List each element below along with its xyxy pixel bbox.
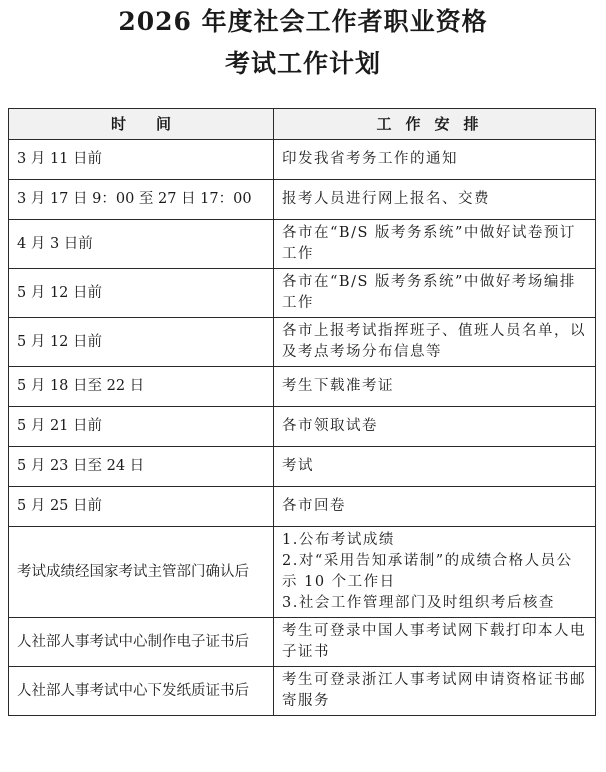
time-cell: 4 月 3 日前: [9, 220, 274, 269]
work-cell: 考生下载准考证: [274, 367, 596, 407]
schedule-table: [8, 108, 596, 716]
header-time: 时 间: [9, 109, 274, 140]
table-row: [9, 487, 596, 527]
document-title-line-1: 2026 年度社会工作者职业资格: [118, 7, 488, 36]
time-cell: 5 月 12 日前: [9, 318, 274, 367]
table-row: [9, 667, 596, 716]
table-row: [9, 447, 596, 487]
table-row: [9, 527, 596, 618]
table-row: [9, 140, 596, 180]
table-row: [9, 180, 596, 220]
time-cell: 5 月 18 日至 22 日: [9, 367, 274, 407]
work-cell: [274, 527, 596, 618]
time-cell: 5 月 23 日至 24 日: [9, 447, 274, 487]
work-cell: 考生可登录浙江人事考试网申请资格证书邮寄服务: [274, 667, 596, 716]
work-cell: 各市上报考试指挥班子、值班人员名单，以及考点考场分布信息等: [274, 318, 596, 367]
work-list-item: 1.公布考试成绩: [282, 532, 395, 548]
time-cell: 5 月 21 日前: [9, 407, 274, 447]
time-cell: 人社部人事考试中心下发纸质证书后: [9, 667, 274, 716]
time-cell: 人社部人事考试中心制作电子证书后: [9, 618, 274, 667]
table-row: [9, 318, 596, 367]
work-cell: 各市回卷: [274, 487, 596, 527]
work-cell: 考生可登录中国人事考试网下载打印本人电子证书: [274, 618, 596, 667]
table-row: [9, 220, 596, 269]
work-list-item: 2.对“采用告知承诺制”的成绩合格人员公示 10 个工作日: [282, 553, 573, 590]
time-cell: 5 月 25 日前: [9, 487, 274, 527]
table-header-row: [9, 109, 596, 140]
work-cell: 各市在“B/S 版考务系统”中做好考场编排工作: [274, 269, 596, 318]
time-cell: 考试成绩经国家考试主管部门确认后: [9, 527, 274, 618]
work-cell: 考试: [274, 447, 596, 487]
document-title-line-2: 考试工作计划: [224, 49, 381, 78]
table-row: [9, 618, 596, 667]
time-cell: 5 月 12 日前: [9, 269, 274, 318]
work-cell: 报考人员进行网上报名、交费: [274, 180, 596, 220]
table-row: [9, 269, 596, 318]
work-cell: 各市在“B/S 版考务系统”中做好试卷预订工作: [274, 220, 596, 269]
work-cell: 印发我省考务工作的通知: [274, 140, 596, 180]
work-list-item: 3.社会工作管理部门及时组织考后核查: [282, 595, 555, 611]
work-cell: 各市领取试卷: [274, 407, 596, 447]
time-cell: 3 月 11 日前: [9, 140, 274, 180]
time-cell: 3 月 17 日 9：00 至 27 日 17：00: [9, 180, 274, 220]
table-row: [9, 407, 596, 447]
header-work: 工作安排: [274, 109, 596, 140]
table-row: [9, 367, 596, 407]
